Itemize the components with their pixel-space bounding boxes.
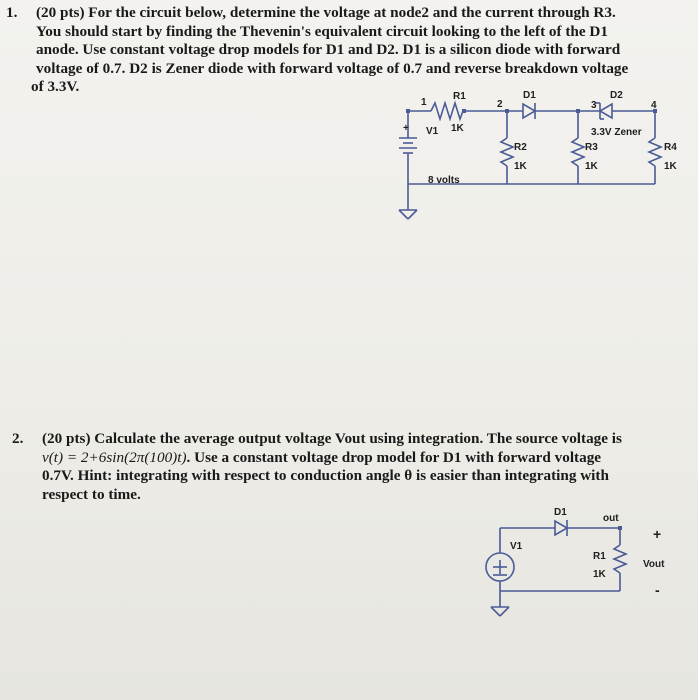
source-voltage-equation: v(t) = 2+6sin(2π(100)t) [42, 448, 187, 466]
node-4-label: 4 [651, 100, 657, 111]
node-3-label: 3 [591, 100, 597, 111]
r4-value-label: 1K [664, 161, 677, 172]
r4-name-label: R4 [664, 142, 677, 153]
circuit-diagram-2 [470, 505, 685, 625]
question-2-line-2 [42, 449, 652, 468]
out-node-label: out [603, 513, 619, 524]
vout-plus-label: + [653, 526, 662, 542]
question-1-line-3: anode. Use constant voltage drop models for D1 and D2. D1 is a silicon diode with forward [36, 41, 621, 59]
question-2-line-4: respect to time. [42, 485, 141, 503]
q2-r1-value-label: 1K [593, 569, 606, 580]
v1-plus-label: + [403, 123, 409, 134]
node-2-label: 2 [497, 99, 503, 110]
vout-label: Vout [643, 559, 665, 570]
question-2-line-2-rest: . Use a constant voltage drop model for D1 with forward voltage [186, 448, 602, 466]
question-2-text [42, 430, 652, 504]
question-2-line-3: 0.7V. Hint: integrating with respect to conduction angle θ is easier than integrating with [42, 467, 609, 485]
r2-name-label: R2 [514, 142, 527, 153]
r3-value-label: 1K [585, 161, 598, 172]
vout-minus-label: - [655, 582, 660, 598]
question-1-text [31, 4, 646, 97]
question-2-number: 2. [12, 430, 24, 447]
circuit-diagram-1 [395, 88, 690, 223]
q2-v1-name-label: V1 [510, 541, 523, 552]
d1-name-label: D1 [523, 90, 536, 101]
d2-name-label: D2 [610, 90, 623, 101]
r3-name-label: R3 [585, 142, 598, 153]
zener-voltage-label: 3.3V Zener [591, 127, 642, 138]
q2-r1-name-label: R1 [593, 551, 606, 562]
q2-d1-name-label: D1 [554, 507, 567, 518]
question-2-line-1: (20 pts) Calculate the average output voltage Vout using integration. The source voltage is [42, 430, 622, 447]
r1-name-label: R1 [453, 91, 466, 102]
question-1-line-5: of 3.3V. [31, 78, 80, 96]
question-1-line-4: voltage of 0.7. D2 is Zener diode with forward voltage of 0.7 and reverse breakdown voltage [36, 59, 629, 77]
question-1-line-1: (20 pts) For the circuit below, determine the voltage at node2 and the current through R3. [36, 4, 616, 21]
v1-value-label: 8 volts [428, 175, 460, 186]
question-1-line-2: You should start by finding the Thevenin's equivalent circuit looking to the left of the D1 [36, 22, 608, 40]
question-1-number: 1. [6, 4, 18, 21]
r1-value-label: 1K [451, 123, 464, 134]
node-1-label: 1 [421, 97, 427, 108]
v1-name-label: V1 [426, 126, 439, 137]
r2-value-label: 1K [514, 161, 527, 172]
